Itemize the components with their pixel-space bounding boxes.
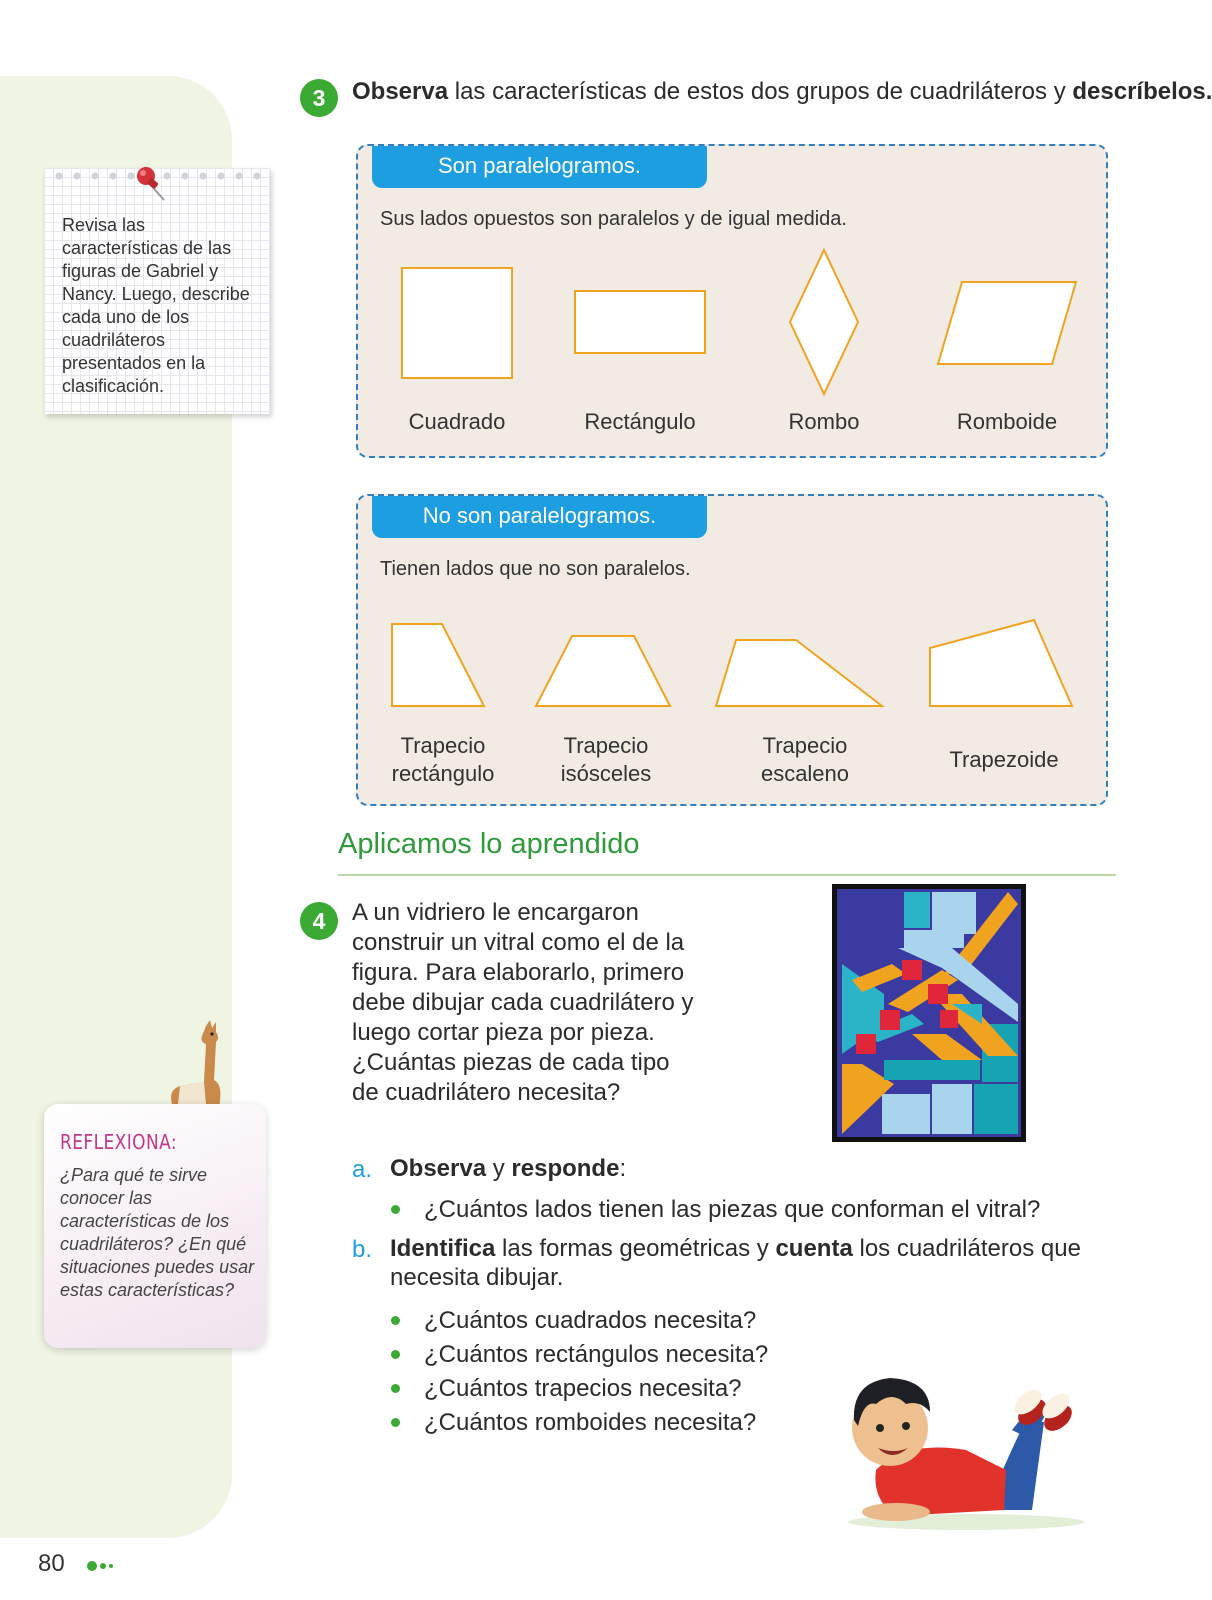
boy-illustration — [836, 1360, 1086, 1530]
shape-label-trapecio-isosceles: Trapecio isósceles — [560, 733, 652, 786]
trapezoid-shape — [930, 620, 1072, 706]
bullet-dot — [391, 1316, 400, 1325]
item-a-text — [390, 1154, 626, 1183]
item-a-bold-responde: responde — [511, 1155, 620, 1182]
parallelograms-box — [356, 144, 1108, 458]
item-b-bullet-3: ¿Cuántos trapecios necesita? — [424, 1375, 742, 1402]
question-number-3: 3 — [300, 79, 338, 117]
q3-bold-describelos: descríbelos. — [1072, 78, 1212, 105]
scalene-trapezoid-shape — [716, 640, 882, 706]
item-b-middle: las formas geométricas y — [495, 1235, 776, 1262]
stained-glass-illustration — [832, 884, 1026, 1142]
shape-label-cuadrado: Cuadrado — [408, 409, 506, 434]
item-b-bullet-1: ¿Cuántos cuadrados necesita? — [424, 1307, 757, 1334]
item-b-bold-cuenta: cuenta — [775, 1235, 853, 1262]
item-a-bold-observa: Observa — [390, 1155, 487, 1182]
bullet-dot — [391, 1384, 400, 1393]
non-parallelograms-tab: No son paralelogramos. — [372, 496, 707, 538]
item-b-bullet-2: ¿Cuántos rectángulos necesita? — [424, 1341, 769, 1368]
page-number: 80 — [38, 1550, 65, 1577]
question-number-4: 4 — [300, 902, 338, 940]
bullet-dot — [391, 1205, 400, 1214]
reflect-title: REFLEXIONA: — [60, 1130, 178, 1154]
shape-label-trapecio-rectangulo: Trapecio rectángulo — [391, 733, 495, 786]
non-parallelograms-box — [356, 494, 1108, 806]
q3-text-middle: las características de estos dos grupos de cuadriláteros y — [448, 78, 1073, 105]
right-trapezoid-shape — [392, 624, 484, 706]
shape-label-romboide: Romboide — [956, 409, 1058, 434]
item-a-connector: y — [486, 1155, 512, 1182]
note-card — [44, 168, 270, 414]
shape-label-trapezoide: Trapezoide — [949, 747, 1059, 772]
item-b-text — [390, 1234, 1090, 1292]
isosceles-trapezoid-shape — [536, 636, 670, 706]
non-parallelograms-description: Tienen lados que no son paralelos. — [380, 558, 691, 580]
page-dots-icon — [86, 1560, 116, 1572]
shape-label-rombo: Rombo — [788, 409, 860, 434]
bullet-dot — [391, 1350, 400, 1359]
rhomboid-shape — [938, 282, 1076, 364]
note-text: Revisa las características de las figuras de Gabriel y Nancy. Luego, describe cada uno de los cuadriláteros presentados en la clasificación. — [62, 215, 250, 396]
pushpin-icon — [134, 162, 174, 202]
item-a-letter: a. — [352, 1156, 373, 1183]
section-title: Aplicamos lo aprendido — [338, 828, 640, 860]
section-divider — [338, 874, 1116, 876]
q3-bold-observa: Observa — [352, 78, 449, 105]
item-b-letter: b. — [352, 1236, 373, 1263]
item-b-bold-identifica: Identifica — [390, 1235, 496, 1262]
item-b-end: los cuadriláteros que necesita dibujar. — [390, 1235, 1081, 1291]
rhombus-shape — [790, 250, 858, 394]
question-3-prompt — [352, 78, 1212, 106]
item-a-colon: : — [619, 1155, 627, 1182]
reflect-text: ¿Para qué te sirve conocer las características de los cuadriláteros? ¿En qué situaciones puedes usar estas características? — [60, 1165, 255, 1300]
item-a-bullet-1: ¿Cuántos lados tienen las piezas que conforman el vitral? — [424, 1196, 1041, 1223]
reflect-card — [44, 1104, 266, 1348]
bullet-dot — [391, 1418, 400, 1427]
square-shape — [402, 268, 512, 378]
item-b-bullet-4: ¿Cuántos romboides necesita? — [424, 1409, 757, 1436]
shape-label-trapecio-escaleno: Trapecio escaleno — [760, 733, 850, 786]
parallelograms-description: Sus lados opuestos son paralelos y de igual medida. — [380, 208, 847, 230]
question-4-prompt: A un vidriero le encargaron construir un vitral como el de la figura. Para elaborarlo, primero debe dibujar cada cuadrilátero y luego cortar pieza por pieza. ¿Cuántas piezas de cada tipo de cuadrilátero necesita? — [352, 899, 694, 1106]
parallelograms-tab: Son paralelogramos. — [372, 146, 707, 188]
rectangle-shape — [575, 291, 705, 353]
shape-label-rectangulo: Rectángulo — [584, 409, 696, 434]
